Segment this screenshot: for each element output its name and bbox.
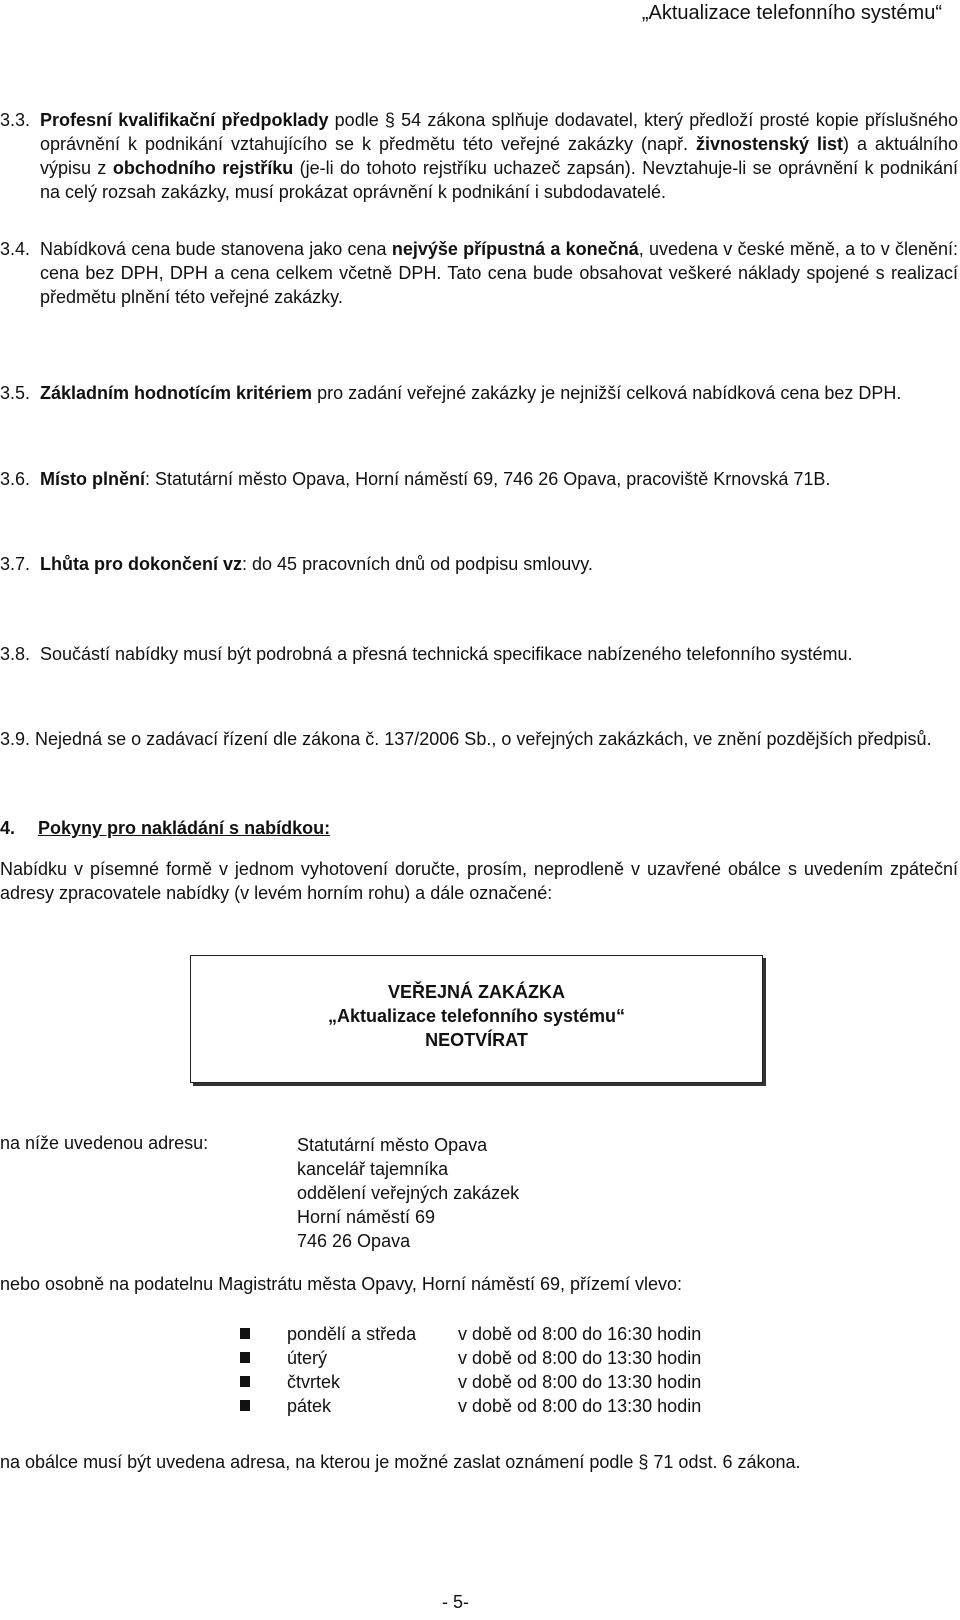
address-line: kancelář tajemníka — [297, 1159, 449, 1179]
envelope-label-box — [190, 955, 763, 1083]
hours-time: v době od 8:00 do 13:30 hodin — [458, 1396, 702, 1416]
hours-time: v době od 8:00 do 13:30 hodin — [458, 1372, 702, 1392]
section-3-7 — [0, 552, 958, 576]
page-number: - 5- — [442, 1592, 469, 1612]
envelope-line-3: NEOTVÍRAT — [425, 1030, 528, 1050]
section-text: Nabídková cena bude stanovena jako cena nejvýše přípustná a konečná, uvedena v české měně, a to v členění: cena bez DPH, DPH a cena celkem včetně DPH. Tato cena bude obsahovat veškeré náklady spojené s realizací předmětu plnění této veřejné zakázky. — [40, 239, 958, 307]
bullet-square-icon — [240, 1376, 250, 1387]
section-4-heading — [0, 818, 331, 839]
bold-term: Místo plnění — [40, 469, 145, 489]
hours-day: pátek — [287, 1396, 332, 1416]
hours-day: úterý — [287, 1348, 328, 1368]
bold-term: Lhůta pro dokončení vz — [40, 554, 243, 574]
section-number: 3.4. — [0, 239, 31, 259]
section-number: 4. — [0, 818, 16, 838]
envelope-line-1: VEŘEJNÁ ZAKÁZKA — [387, 982, 565, 1002]
section-title: Pokyny pro nakládání s nabídkou: — [38, 818, 331, 838]
section-text: Základním hodnotícím kritériem pro zadání veřejné zakázky je nejnižší celková nabídková cena bez DPH. — [40, 383, 902, 403]
bullet-square-icon — [240, 1352, 250, 1363]
address-line: Horní náměstí 69 — [297, 1207, 436, 1227]
hours-time: v době od 8:00 do 16:30 hodin — [458, 1324, 702, 1344]
section-number: 3.8. — [0, 644, 31, 664]
section-3-4 — [0, 237, 958, 309]
hours-time: v době od 8:00 do 13:30 hodin — [458, 1348, 702, 1368]
section-number: 3.7. — [0, 554, 31, 574]
hours-day: čtvrtek — [287, 1372, 341, 1392]
bold-term: živnostenský list — [695, 134, 843, 154]
section-3-8 — [0, 642, 958, 666]
section-text: Lhůta pro dokončení vz: do 45 pracovních dnů od podpisu smlouvy. — [40, 554, 593, 574]
personal-delivery-text: nebo osobně na podatelnu Magistrátu města Opavy, Horní náměstí 69, přízemí vlevo: — [0, 1274, 683, 1294]
bold-term: Základním hodnotícím kritériem — [40, 383, 313, 403]
section-text: Místo plnění: Statutární město Opava, Horní náměstí 69, 746 26 Opava, pracoviště Krnovská 71B. — [40, 469, 831, 489]
address-line: oddělení veřejných zakázek — [297, 1183, 520, 1203]
closing-paragraph: na obálce musí být uvedena adresa, na kterou je možné zaslat oznámení podle § 71 odst. 6 zákona. — [0, 1452, 801, 1472]
section-3-3 — [0, 108, 958, 204]
address-label: na níže uvedenou adresu: — [0, 1133, 209, 1153]
page-header-title: „Aktualizace telefonního systému“ — [641, 2, 942, 24]
bold-term: Profesní kvalifikační předpoklady — [40, 110, 329, 130]
hours-day: pondělí a středa — [287, 1324, 417, 1344]
instructions-paragraph: Nabídku v písemné formě v jednom vyhotovení doručte, prosím, neprodleně v uzavřené obálce s uvedením zpáteční adresy zpracovatele nabídky (v levém horním rohu) a dále označené: — [0, 859, 958, 903]
section-text: Součástí nabídky musí být podrobná a přesná technická specifikace nabízeného telefonního systému. — [40, 644, 853, 664]
section-3-9: 3.9. Nejedná se o zadávací řízení dle zákona č. 137/2006 Sb., o veřejných zakázkách, ve znění pozdějších předpisů. — [0, 729, 932, 749]
section-3-6 — [0, 467, 958, 491]
bullet-square-icon — [240, 1400, 250, 1411]
address-line: 746 26 Opava — [297, 1231, 411, 1251]
address-block — [297, 1133, 519, 1253]
section-text: Profesní kvalifikační předpoklady podle § 54 zákona splňuje dodavatel, který předloží prosté kopie příslušného oprávnění k podnikání vztahujícího se k předmětu této veřejné zakázky (např. živnostenský list) a aktuálního výpisu z obchodního rejstříku (je-li do tohoto rejstříku uchazeč zapsán). Nevztahuje-li se oprávnění k podnikání na celý rozsah zakázky, musí prokázat oprávnění k podnikání i subdodavatelé. — [40, 110, 959, 202]
envelope-line-2: „Aktualizace telefonního systému“ — [327, 1006, 626, 1026]
bullet-square-icon — [240, 1328, 250, 1339]
bold-term: obchodního rejstříku — [112, 158, 294, 178]
section-number: 3.6. — [0, 469, 31, 489]
bold-term: nejvýše přípustná a konečná — [391, 239, 639, 259]
section-3-5 — [0, 381, 958, 405]
address-line: Statutární město Opava — [297, 1135, 488, 1155]
section-number: 3.3. — [0, 110, 31, 130]
section-number: 3.5. — [0, 383, 31, 403]
